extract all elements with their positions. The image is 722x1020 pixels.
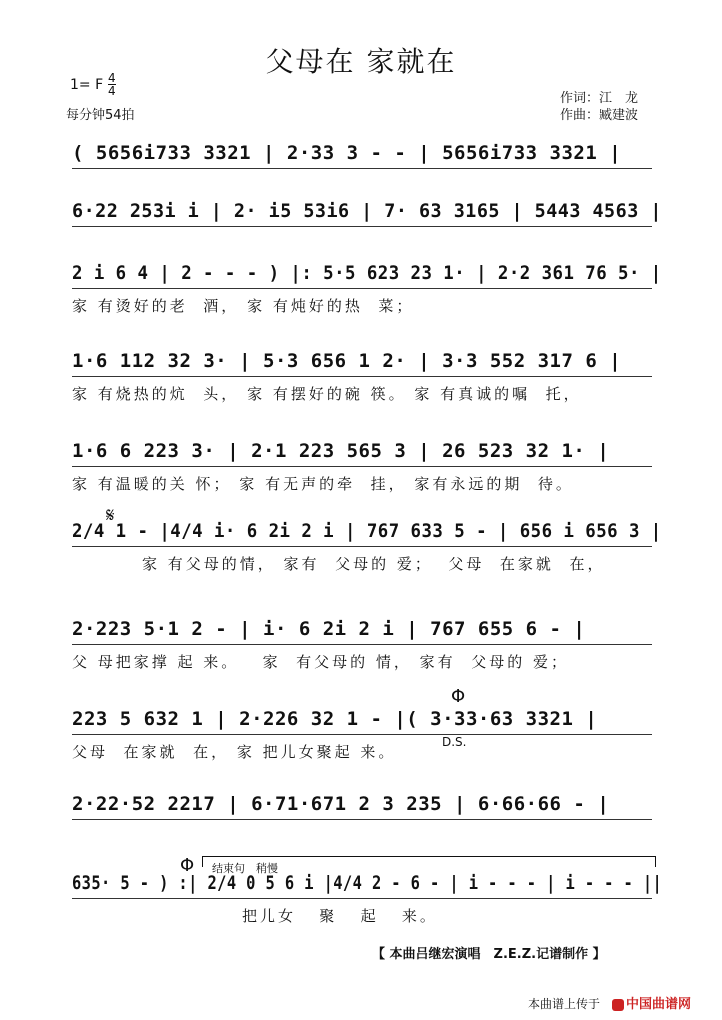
score-row — [72, 142, 662, 202]
score-row — [72, 440, 662, 500]
ds-mark: D.S. — [442, 735, 467, 749]
time-den: 4 — [108, 84, 116, 98]
credit-box: 【 本曲吕继宏演唱 Z.E.Z.记谱制作 】 — [372, 947, 606, 962]
logo-icon — [612, 999, 624, 1011]
score-row — [72, 872, 662, 932]
beam-line — [72, 644, 652, 645]
lyrics-line: 家 有烫好的老 酒， 家 有炖好的热 菜； — [72, 297, 415, 315]
score-row — [72, 708, 662, 768]
beam-line — [72, 288, 652, 289]
notes-line: 2·223 5·1 2 - | i· 6 2i 2 i | 767 655 6 - | — [72, 618, 586, 640]
ending-bracket — [202, 856, 656, 867]
score-row — [72, 262, 662, 322]
tempo: 每分钟54拍 — [66, 108, 135, 123]
composer: 作曲：臧建波 — [560, 108, 639, 123]
beam-line — [72, 819, 652, 820]
notes-line: 1·6 6 223 3· | 2·1 223 565 3 | 26 523 32 1· | — [72, 440, 610, 462]
key-signature: 1= F — [70, 77, 104, 93]
notes-line: 2 i 6 4 | 2 - - - ) |: 5·5 623 23 1· | 2·2 361 76 5· | — [72, 262, 662, 284]
site-logo — [612, 993, 691, 1012]
beam-line — [72, 168, 652, 169]
beam-line — [72, 226, 652, 227]
beam-line — [72, 376, 652, 377]
beam-line — [72, 466, 652, 467]
score-row — [72, 520, 662, 580]
coda-mark: Φ — [451, 686, 466, 707]
ending-label: 结束句 稍慢 — [212, 862, 278, 875]
lyrics-line: 父母 在家就 在， 家 把儿女聚起 来。 — [72, 743, 397, 761]
lyrics-line: 家 有父母的情， 家有 父母的 爱； 父母 在家就 在， — [142, 555, 606, 573]
score-row — [72, 200, 662, 260]
notes-line: 6·22 253i i | 2· i5 53i6 | 7· 63 3165 | 5443 4563 | — [72, 200, 662, 222]
score-row — [72, 350, 662, 410]
time-num: 4 — [108, 71, 116, 85]
lyrics-line: 家 有温暖的关 怀； 家 有无声的牵 挂， 家有永远的期 待。 — [72, 475, 574, 493]
score-row — [72, 793, 662, 853]
upload-text: 本曲谱上传于 — [528, 997, 601, 1011]
time-signature — [108, 72, 116, 97]
notes-line: 223 5 632 1 | 2·226 32 1 - |( 3·33·63 3321 | — [72, 708, 598, 730]
score-row — [72, 618, 662, 678]
lyricist: 作词：江 龙 — [560, 91, 639, 106]
beam-line — [72, 546, 652, 547]
notes-line: 2·22·52 2217 | 6·71·671 2 3 235 | 6·66·66 - | — [72, 793, 610, 815]
notes-line: 1·6 112 32 3· | 5·3 656 1 2· | 3·3 552 317 6 | — [72, 350, 622, 372]
lyrics-line: 家 有烧热的炕 头， 家 有摆好的碗 筷。 家 有真诚的嘱 托， — [72, 385, 582, 403]
coda-mark-2: Φ — [180, 855, 195, 876]
notes-line: 2/4 1 - |4/4 i· 6 2i 2 i | 767 633 5 - | 656 i 656 3 | — [72, 520, 662, 542]
notes-line: 635· 5 - ) :| 2/4 0 5 6 i |4/4 2 - 6 - | i - - - | i - - - || — [72, 872, 663, 894]
site-name: 中国曲谱网 — [626, 997, 692, 1012]
lyrics-line: 把儿女 聚 起 来。 — [242, 907, 438, 925]
beam-line — [72, 734, 652, 735]
segno-mark: 𝄋 — [106, 503, 115, 527]
beam-line — [72, 898, 652, 899]
lyrics-line: 父 母把家撑 起 来。 家 有父母的 情， 家有 父母的 爱； — [72, 653, 569, 671]
notes-line: ( 5656i733 3321 | 2·33 3 - - | 5656i733 3321 | — [72, 142, 622, 164]
score-title: 父母在 家就在 — [265, 45, 457, 78]
